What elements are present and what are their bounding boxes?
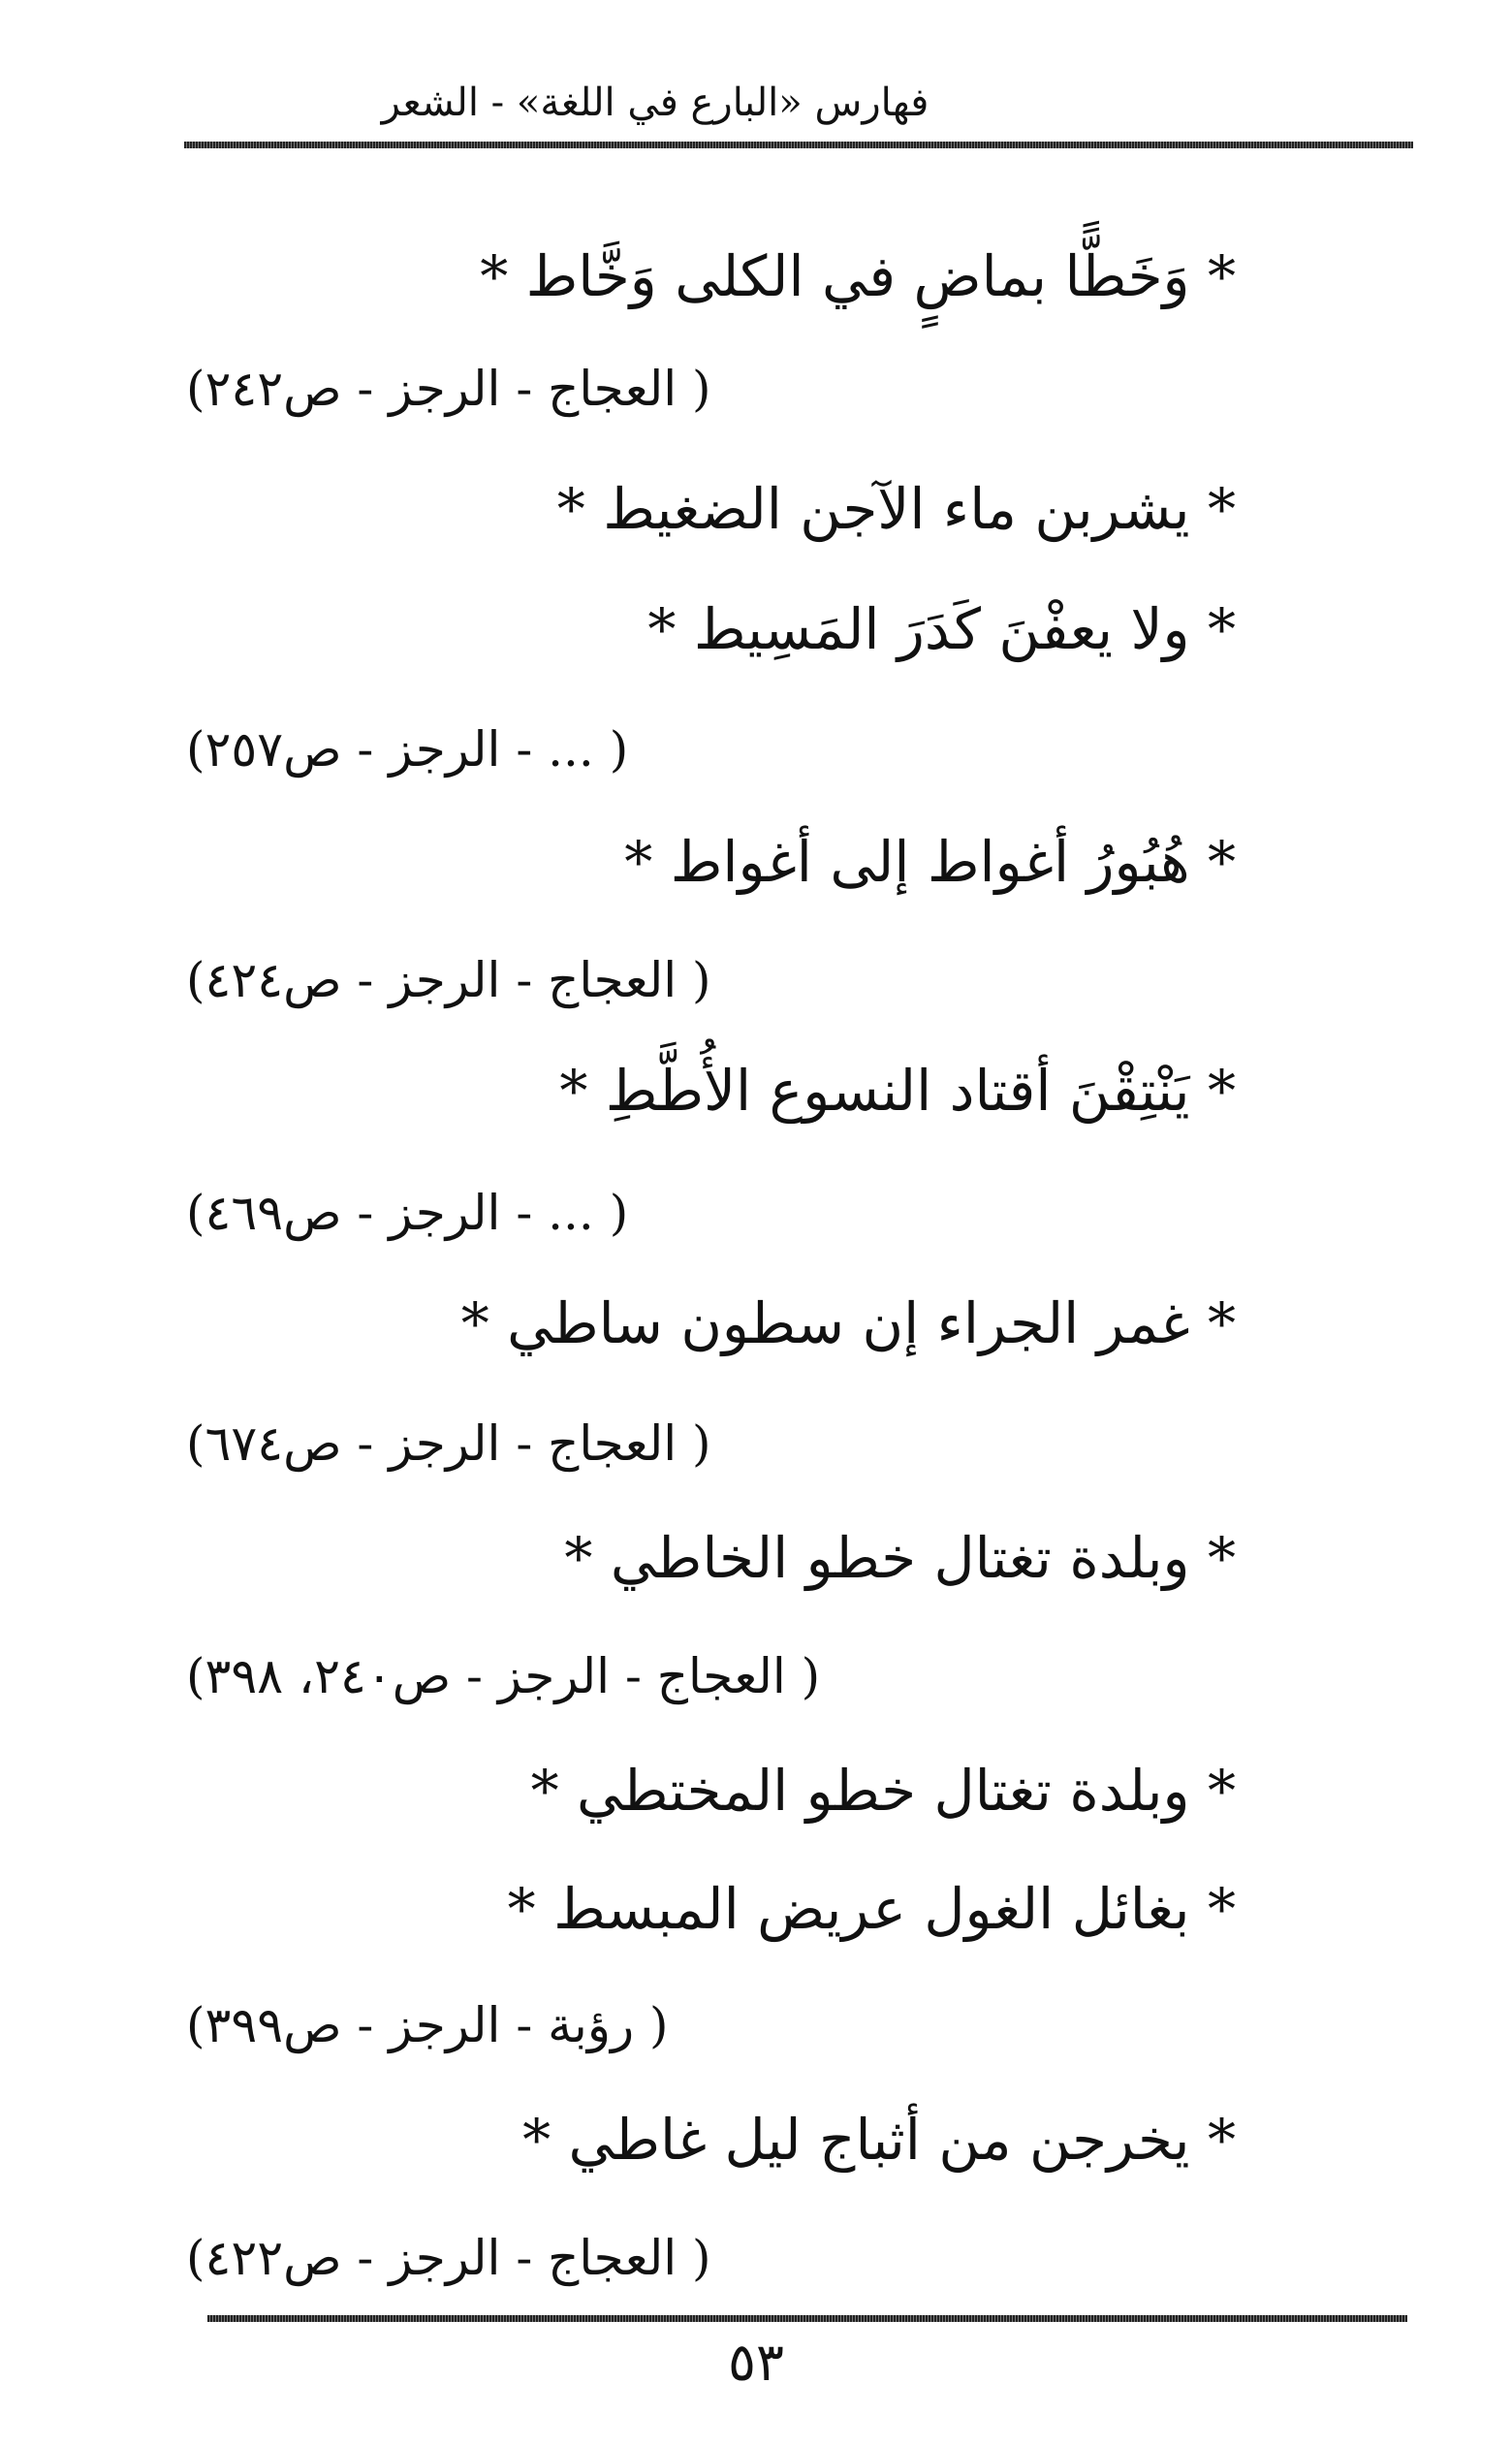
verse-line: * يشربن ماء الآجن الضغيط *: [556, 476, 1236, 542]
page-number: ٥٣: [727, 2332, 784, 2393]
citation-line: ( العجاج - الرجز - ص٤٢٢): [186, 2230, 711, 2286]
running-header: فهارس «البارع في اللغة» - الشعر: [381, 80, 929, 125]
verse-line: * غمر الجراء إن سطون ساطي *: [460, 1290, 1236, 1356]
citation-line: ( العجاج - الرجز - ص٢٤٠، ٣٩٨): [186, 1648, 821, 1704]
citation-line: ( العجاج - الرجز - ص٢٤٢): [186, 361, 711, 417]
header-rule: [184, 142, 1413, 148]
verse-line: * يخرجن من أثباج ليل غاطي *: [522, 2107, 1236, 2173]
verse-line: * وبلدة تغتال خطو المختطي *: [530, 1758, 1236, 1824]
verse-line: * بغائل الغول عريض المبسط *: [507, 1876, 1236, 1942]
citation-line: ( رؤبة - الرجز - ص٣٩٩): [186, 1997, 669, 2053]
citation-line: ( العجاج - الرجز - ص٤٢٤): [186, 952, 711, 1008]
citation-line: ( ... - الرجز - ص٢٥٧): [186, 721, 629, 778]
verse-line: * ولا يعفْنَ كَدَرَ المَسِيط *: [647, 596, 1236, 662]
verse-line: * وبلدة تغتال خطو الخاطي *: [564, 1525, 1236, 1591]
verse-line: * يَنْتِقْنَ أقتاد النسوع الأُطَّطِ *: [559, 1058, 1236, 1124]
verse-line: * هُبُورُ أغواط إلى أغواط *: [624, 829, 1236, 895]
citation-line: ( ... - الرجز - ص٤٦٩): [186, 1185, 629, 1241]
citation-line: ( العجاج - الرجز - ص٦٧٤): [186, 1415, 711, 1472]
verse-line: * وَخَطًّا بماضٍ في الكلى وَخَّاط *: [480, 243, 1236, 309]
footer-rule: [207, 2315, 1407, 2322]
